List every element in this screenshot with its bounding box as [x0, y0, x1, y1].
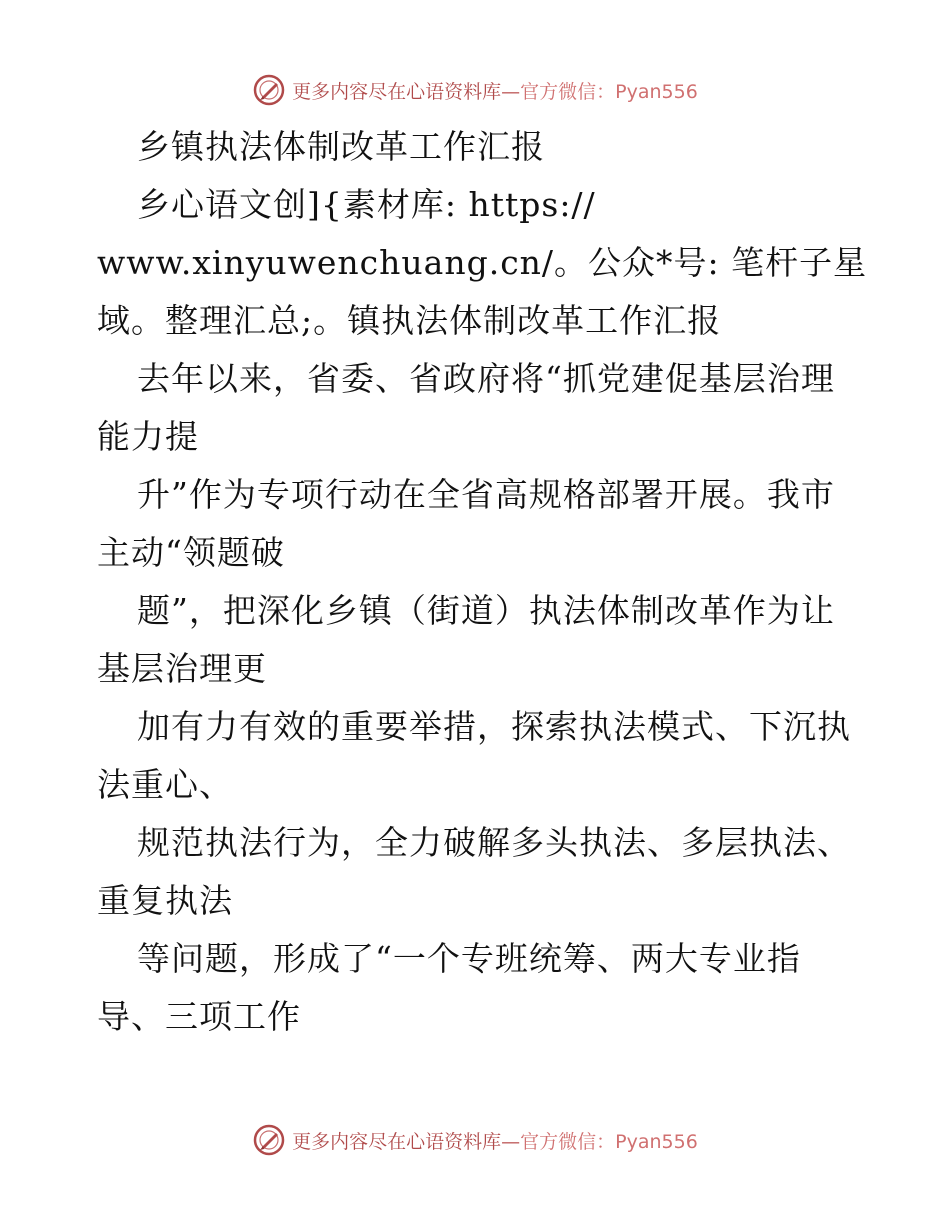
document-line: 规范执法行为，全力破解多头执法、多层执法、	[137, 823, 851, 862]
watermark-footer	[0, 1120, 950, 1160]
document-line: 能力提	[97, 417, 199, 456]
watermark-header	[0, 70, 950, 110]
document-line: 导、三项工作	[97, 997, 301, 1036]
watermark-text	[292, 1127, 698, 1154]
document-line: 主动“领题破	[97, 533, 285, 572]
watermark-separator: —	[501, 1130, 521, 1153]
document-line: 升”作为专项行动在全省高规格部署开展。我市	[137, 475, 835, 514]
document-line: 重复执法	[97, 881, 233, 920]
pen-seal-icon	[252, 73, 286, 107]
document-line: 法重心、	[97, 765, 233, 804]
pen-seal-icon	[252, 1123, 286, 1157]
document-line: 乡心语文创]{素材库: https://	[137, 185, 596, 224]
watermark-brand: 更多内容尽在心语资料库	[292, 1130, 502, 1153]
document-line: 乡镇执法体制改革工作汇报	[137, 127, 545, 166]
document-line: 域。整理汇总;。镇执法体制改革工作汇报	[97, 301, 722, 340]
watermark-text	[292, 77, 698, 104]
watermark-separator: —	[501, 80, 521, 103]
document-body	[97, 118, 868, 1046]
document-line: 等问题，形成了“一个专班统筹、两大专业指	[137, 939, 801, 978]
document-line: 题”，把深化乡镇（街道）执法体制改革作为让	[137, 591, 835, 630]
document-line: www.xinyuwenchuang.cn/。公众*号: 笔杆子星	[97, 243, 868, 282]
document-line: 加有力有效的重要举措，探索执法模式、下沉执	[137, 707, 851, 746]
document-line: 去年以来，省委、省政府将“抓党建促基层治理	[137, 359, 835, 398]
watermark-brand: 更多内容尽在心语资料库	[292, 80, 502, 103]
watermark-suffix: 官方微信：Pyan556	[520, 1130, 698, 1153]
document-line: 基层治理更	[97, 649, 267, 688]
watermark-suffix: 官方微信：Pyan556	[520, 80, 698, 103]
